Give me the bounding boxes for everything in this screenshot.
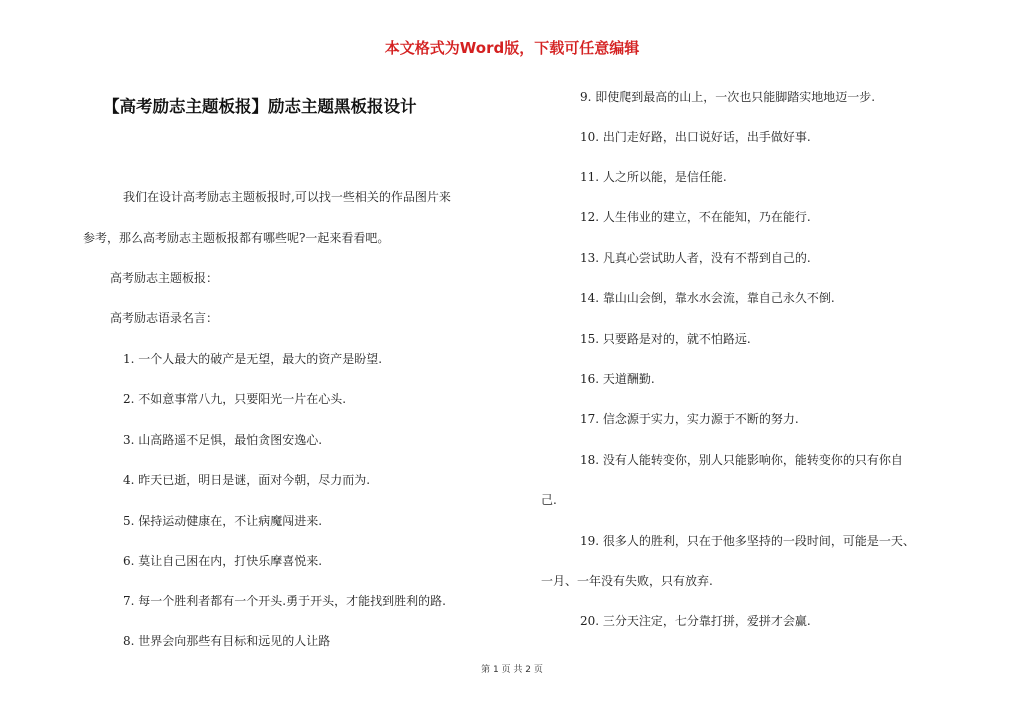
- quote-item-continuation: 一月、一年没有失败，只有放弃.: [541, 574, 713, 588]
- quote-item: 17. 信念源于实力，实力源于不断的努力.: [580, 412, 799, 426]
- intro-line-1: 我们在设计高考励志主题板报时,可以找一些相关的作品图片来: [123, 190, 451, 204]
- quote-item: 1. 一个人最大的破产是无望，最大的资产是盼望.: [123, 352, 383, 366]
- quote-item: 19. 很多人的胜利，只在于他多坚持的一段时间，可能是一天、: [580, 534, 915, 548]
- intro-line-2: 参考，那么高考励志主题板报都有哪些呢?一起来看看吧。: [83, 231, 390, 245]
- quote-item: 2. 不如意事常八九，只要阳光一片在心头.: [123, 392, 347, 406]
- quote-item: 15. 只要路是对的，就不怕路远.: [580, 332, 751, 346]
- quote-item: 9. 即使爬到最高的山上，一次也只能脚踏实地地迈一步.: [580, 90, 876, 104]
- document-title: 【高考励志主题板报】励志主题黑板报设计: [103, 97, 417, 116]
- quote-item: 11. 人之所以能，是信任能.: [580, 170, 727, 184]
- quote-item: 8. 世界会向那些有目标和远见的人让路: [123, 634, 331, 648]
- quote-item: 13. 凡真心尝试助人者，没有不帮到自己的.: [580, 251, 811, 265]
- section-heading-boards: 高考励志主题板报：: [110, 271, 219, 285]
- quote-item: 4. 昨天已逝，明日是谜，面对今朝，尽力而为.: [123, 473, 371, 487]
- quote-item: 10. 出门走好路，出口说好话，出手做好事.: [580, 130, 811, 144]
- editable-notice-banner: 本文格式为Word版，下载可任意编辑: [384, 39, 640, 57]
- quote-item: 12. 人生伟业的建立，不在能知，乃在能行.: [580, 210, 811, 224]
- quote-item: 3. 山高路遥不足惧，最怕贪图安逸心.: [123, 433, 323, 447]
- quote-item: 14. 靠山山会倒，靠水水会流，靠自己永久不倒.: [580, 291, 835, 305]
- quote-item: 16. 天道酬勤.: [580, 372, 655, 386]
- page-number: 第 1 页 共 2 页: [481, 665, 543, 675]
- quote-item: 6. 莫让自己困在内，打快乐摩喜悦来.: [123, 554, 323, 568]
- quote-item: 20. 三分天注定，七分靠打拼，爱拼才会赢.: [580, 614, 811, 628]
- section-heading-quotes: 高考励志语录名言：: [110, 311, 219, 325]
- quote-item: 5. 保持运动健康在，不让病魔闯进来.: [123, 514, 323, 528]
- quote-item: 18. 没有人能转变你，别人只能影响你，能转变你的只有你自: [580, 453, 903, 467]
- quote-item: 7. 每一个胜利者都有一个开头.勇于开头，才能找到胜利的路.: [123, 594, 446, 608]
- quote-item-continuation: 己.: [541, 493, 557, 507]
